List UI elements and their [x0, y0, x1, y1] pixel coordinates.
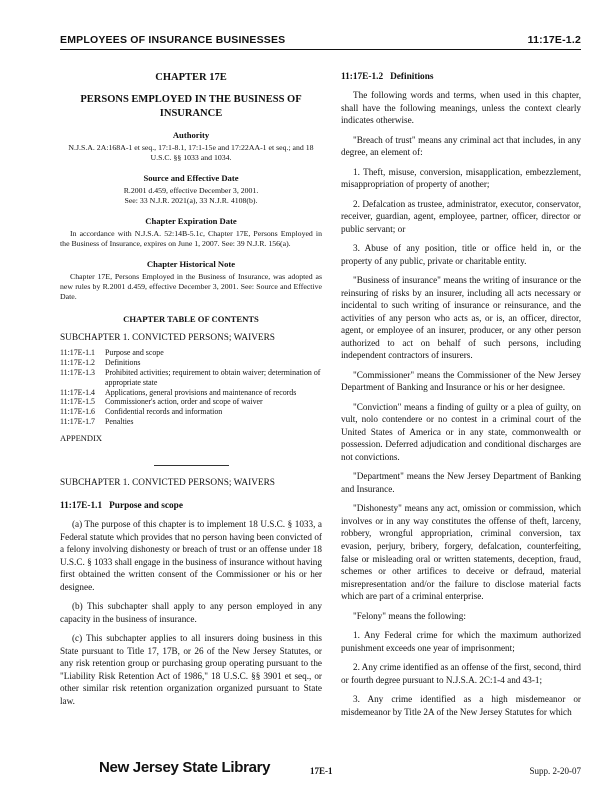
def-felony-item-3: 3. Any crime identified as a high misdemeanor or misdemeanor by Title 2A of the New Jersey Statutes for which	[341, 694, 581, 717]
expiration-heading: Chapter Expiration Date	[145, 216, 237, 227]
toc-subchapter: SUBCHAPTER 1. CONVICTED PERSONS; WAIVERS	[60, 333, 275, 343]
toc-appendix[interactable]: APPENDIX	[60, 433, 103, 443]
toc-entry-number: 11:17E-1.2	[60, 357, 95, 367]
right-column	[341, 70, 581, 718]
header-section: 11:17E-1.2	[527, 34, 581, 46]
section-heading-1-1	[60, 501, 322, 511]
def-felony-item-1: 1. Any Federal crime for which the maximum authorized punishment exceeds one year of imprisonment;	[341, 630, 581, 653]
history-heading: Chapter Historical Note	[146, 259, 236, 270]
toc-entry-number: 11:17E-1.5	[60, 397, 95, 407]
source-heading: Source and Effective Date	[143, 173, 239, 184]
toc-entry-number: 11:17E-1.4	[60, 387, 95, 397]
toc-entry-title: Purpose and scope	[105, 348, 164, 357]
history-text: Chapter 17E, Persons Employed in the Business of Insurance, was adopted as new rules by R.2001 d.459, effective December 3, 2001. See: Source and Effective Date.	[60, 272, 322, 302]
section-number: 11:17E-1.2	[341, 72, 384, 82]
def-conviction: "Conviction" means a finding of guilty or a plea of guilty, on vult, nolo contendere or no contest in a criminal court of the United States of America or in any state, commonwealth or possession. Deferred adjudication and conditional discharges are not convictions.	[341, 401, 581, 462]
def-breach-of-trust: "Breach of trust" means any criminal act that includes, in any degree, an element of:	[341, 134, 581, 158]
toc-entry[interactable]	[60, 417, 322, 427]
paragraph-a: (a) The purpose of this chapter is to implement 18 U.S.C. § 1033, a Federal statute which provides that no person having been convicted of a felony involving dishonesty or breach of trust or an offense under 18 U.S.C. § 1033 shall engage in the business of insurance without having first obtained the written consent of the Commissioner or his or her designee.	[60, 519, 322, 592]
page-number: 17E-1	[310, 766, 333, 776]
paragraph-b: (b) This subchapter shall apply to any person employed in any capacity in the business of insurance.	[60, 601, 322, 624]
def-breach-item-3: 3. Abuse of any position, title or office held in, or the property of any public, private or charitable entity.	[341, 243, 581, 266]
definitions-intro: The following words and terms, when used in this chapter, shall have the following meanings, unless the context clearly indicates otherwise.	[341, 90, 581, 126]
left-column	[60, 70, 322, 707]
expiration-text: In accordance with N.J.S.A. 52:14B-5.1c, Chapter 17E, Persons Employed in the Business of Insurance, expires on June 1, 2007. See: 39 N.J.R. 156(a).	[60, 229, 322, 249]
def-felony: "Felony" means the following:	[353, 610, 466, 621]
toc-entry[interactable]	[60, 388, 322, 398]
toc-entry-number: 11:17E-1.3	[60, 367, 95, 377]
toc-entry-number: 11:17E-1.7	[60, 417, 95, 427]
toc-entry-title: Commissioner's action, order and scope of waiver	[105, 397, 263, 407]
source-text-2: See: 33 N.J.R. 2021(a), 33 N.J.R. 4108(b).	[124, 196, 258, 206]
toc-entry-title: Confidential records and information	[105, 407, 223, 417]
def-dishonesty: "Dishonesty" means any act, omission or commission, which involves or in any way constitutes the offense of theft, larceny, robbery, wrongful appropriation, criminal conversion, tax evasion, perjury, bribery, forgery, defalcation, counterfeiting, false or misleading oral or written statements, deception, fraud, schemes or other artifices to deceive or defraud, material misrepresentation and/or the failure to disclose material facts which are part of a criminal enterprise.	[341, 503, 581, 602]
toc-entry-number: 11:17E-1.1	[60, 348, 95, 357]
toc-entry-title: Definitions	[105, 357, 141, 367]
def-business-of-insurance: "Business of insurance" means the writing of insurance or the reinsuring of risks by an insurer, including all acts necessary or incidental to such writing of insurance or reinsurance, and the activities of any person who acts as, or is, an officer, director, agent, or employee of an insurer, producer, or any other person authorized to act on behalf of such persons, including independent contractors of insurers.	[341, 275, 581, 361]
section-divider	[154, 465, 229, 466]
toc-entry-title: Applications, general provisions and maintenance of records	[105, 387, 297, 397]
toc-entry-title: Penalties	[105, 417, 134, 427]
authority-text: N.J.S.A. 2A:168A-1 et seq., 17:1-8.1, 17:1-15e and 17:22AA-1 et seq.; and 18 U.S.C. §§ 1033 and 1034.	[68, 143, 314, 163]
toc-entry[interactable]	[60, 397, 322, 407]
running-header	[60, 34, 581, 46]
chapter-title: PERSONS EMPLOYED IN THE BUSINESS OF INSURANCE	[80, 94, 302, 119]
paragraph-c: (c) This subchapter applies to all insurers doing business in this State pursuant to Title 17, 17B, or 26 of the New Jersey Statutes, or any risk retention group or purchasing group operating pursuant to the "Liability Risk Retention Act of 1986," 18 U.S.C. §§ 3901 et seq., or other similar risk retention organization organized pursuant to State law.	[60, 633, 322, 706]
toc-list	[60, 348, 322, 427]
toc-entry[interactable]	[60, 368, 322, 388]
section-title: Purpose and scope	[109, 501, 183, 511]
def-breach-item-2: 2. Defalcation as trustee, administrator, executor, conservator, receiver, guardian, agent, employee, partner, officer, director or public servant; or	[341, 198, 581, 234]
section-number: 11:17E-1.1	[60, 501, 103, 511]
toc-entry-number: 11:17E-1.6	[60, 407, 95, 417]
toc-entry[interactable]	[60, 348, 322, 358]
def-breach-item-1: 1. Theft, misuse, conversion, misapplication, embezzlement, misappropriation of property of another;	[341, 166, 581, 190]
header-title: EMPLOYEES OF INSURANCE BUSINESSES	[60, 34, 286, 46]
section-title: Definitions	[390, 72, 434, 82]
def-commissioner: "Commissioner" means the Commissioner of the New Jersey Department of Banking and Insurance or his or her designee.	[341, 369, 581, 393]
toc-heading: CHAPTER TABLE OF CONTENTS	[123, 314, 259, 324]
source-text-1: R.2001 d.459, effective December 3, 2001.	[123, 186, 259, 196]
header-rule	[60, 49, 581, 50]
def-department: "Department" means the New Jersey Department of Banking and Insurance.	[341, 471, 581, 494]
chapter-number: CHAPTER 17E	[155, 72, 227, 83]
supplement-date: Supp. 2-20-07	[529, 766, 581, 776]
subchapter-heading: SUBCHAPTER 1. CONVICTED PERSONS; WAIVERS	[60, 478, 275, 488]
def-felony-item-2: 2. Any crime identified as an offense of the first, second, third or fourth degree pursuant to N.J.S.A. 2C:1-4 and 43-1;	[341, 662, 581, 685]
authority-heading: Authority	[172, 130, 210, 141]
toc-entry-title: Prohibited activities; requirement to obtain waiver; determination of appropriate state	[105, 367, 321, 387]
section-heading-1-2	[341, 72, 581, 82]
library-watermark: New Jersey State Library	[99, 759, 271, 776]
toc-entry[interactable]	[60, 358, 322, 368]
toc-entry[interactable]	[60, 407, 322, 417]
